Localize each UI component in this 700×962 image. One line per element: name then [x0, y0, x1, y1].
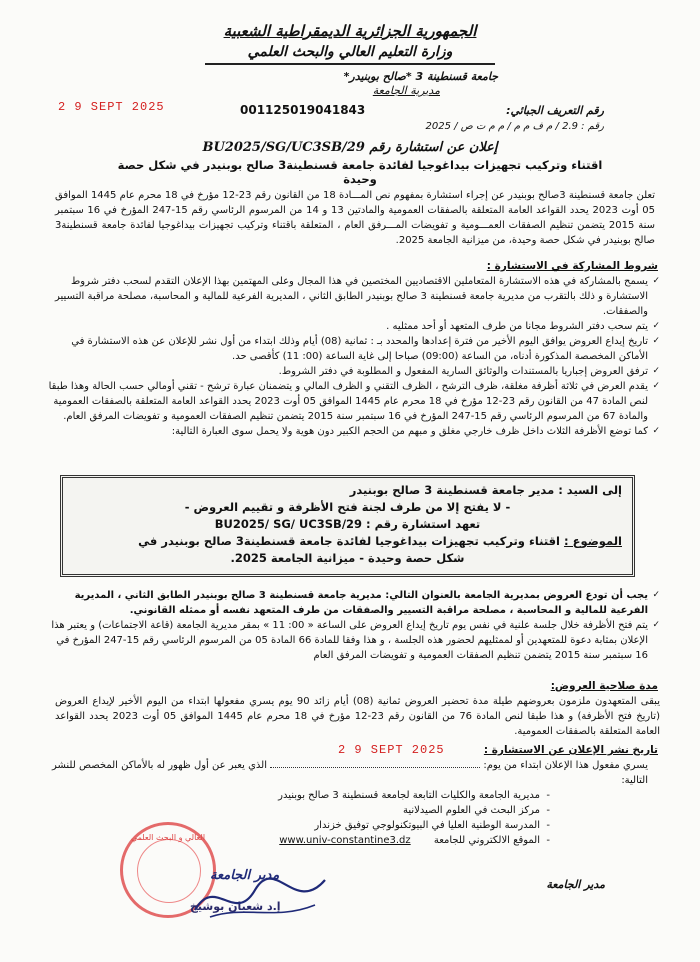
envelope-warning: - لا يفتح إلا من طرف لجنة فتح الأظرفة و تقييم العروض - — [184, 500, 511, 514]
document-reference: رقم : 2.9 / م ف م م / م م ت ص / 2025 — [425, 121, 604, 132]
envelope-addressee: إلى السيد : مدير جامعة قسنطينة 3 صالح بوبنيدر — [349, 483, 622, 497]
validity-paragraph: يبقى المتعهدون ملزمون بعروضهم طيلة مدة تحضير العروض ثمانية (08) أيام زائد 90 يوم يسري مفعولها ابتداء من اليوم الأخير لإيداع العروض (تاريخ فتح الأظرفة) و هذا طبقا لنص المادة 76 من القانون رقم 23-12 مؤرخ في 18 محرم عام 1445 الموافق 05 أوت 2023 يحدد القواعد العامة المتعلقة بالصفقات العمومية. — [55, 696, 660, 737]
republic-header: الجمهورية الجزائرية الديمقراطية الشعبية — [223, 22, 477, 40]
participation-heading: شروط المشاركة في الاستشارة : — [486, 260, 658, 272]
list-item: ✓ يجب أن تودع العروض بمديرية الجامعة بالعنوان التالي: مديرية جامعة قسنطينة 3 صالح بوبنيدر الطابق الثاني ، المديرية الفرعية للمالية و المحاسبة ، مصلحة مراقبة التسيير والصفقات من طرف المتعهد نفسه أو ممثله القانوني. — [42, 588, 660, 618]
envelope-subject-line — [73, 533, 622, 550]
envelope-subject-cont: شكل حصة وحيدة - ميزانية الجامعة 2025. — [230, 551, 465, 565]
participation-list — [42, 274, 660, 439]
list-item: ✓ يقدم العرض في ثلاثة أظرفة مغلقة، ظرف الترشح ، الظرف التقني و الظرف المالي و يتضمنان عبارة ترشح - تقني أومالي حسب الحالة وهذا طبقا لنص المادة 47 من القانون رقم 23-12 مؤرخ في 18 محرم عام 1445 الموافق 05 أوت 2023 يحدد القواعد العامة المتعلقة بالصفقات العمومية والمادة 67 من المرسوم الرئاسي رقم 15-247 المؤرخ في 16 سبتمبر سنة 2015 يتضمن تنظيم الصفقات العمومية و تفويضات المرفق العام. — [42, 379, 660, 424]
announcement-title-ar: إعلان عن استشارة رقم — [369, 140, 498, 155]
handwritten-name: إ.د شعبان بوشيخ — [190, 900, 281, 913]
list-item: - المدرسة الوطنية العليا في البيوتكنولوجي توفيق خزندار — [42, 818, 550, 833]
list-item: ✓ ترفق العروض إجباريا بالمستندات والوثائق السارية المفعول و المطلوبة في دفتر الشروط. — [42, 364, 660, 379]
envelope-subject-key: الموضوع : — [564, 534, 622, 548]
envelope-ref-line — [73, 516, 622, 533]
handwritten-role: مدير الجامعة — [210, 868, 280, 883]
list-item: ✓ يسمح بالمشاركة في هذه الاستشارة المتعاملين الاقتصاديين المختصين في هذا المجال وعلى المهتمين بهذا الإعلان التقدم لسحب دفتر شروط الاستشارة و ذلك بالتقرب من مديرية جامعة قسنطينة 3 صالح بوبنيدر الطابق الثاني ، المديرية الفرعية للمالية و المحاسبة، مصلحة مراقبة التسيير والصفقات. — [42, 274, 660, 319]
ministry-header: وزارة التعليم العالي والبحث العلمي — [247, 44, 453, 60]
publication-intro-tail: الذي يعبر عن أول ظهور له بالأماكن المخصص للنشر التالية: — [51, 760, 648, 786]
date-stamp-top: 2 9 SEPT 2025 — [58, 100, 165, 114]
envelope-ref-label: تعهد استشارة رقم : — [366, 517, 481, 531]
list-item: ✓ يتم فتح الأظرفة خلال جلسة علنية في نفس يوم تاريخ إيداع العروض على الساعة « 00: 11 » بمقر مديرية الجامعة (قاعة الاجتماعات) و يعتبر هذا الإعلان بمثابة دعوة للمتعهدين أو لممثليهم لحضور هذه الجلسة ، و هذا وفقا للمادة 66 المادة 05 من المرسوم الرئاسي رقم 15-247 المؤرخ في 16 سبتمبر سنة 2015 يتضمن تنظيم الصفقات العمومية و تفويضات المرفق العام — [42, 618, 660, 663]
announcement-title — [170, 140, 530, 155]
date-stamp-bottom: 2 9 SEPT 2025 — [338, 743, 445, 757]
envelope-label-box — [60, 475, 635, 577]
intro-paragraph: تعلن جامعة قسنطينة 3صالح بوبنيدر عن إجراء استشارة بمفهوم نص المـــادة 18 من القانون رقم 23-12 مؤرخ في 18 محرم عام 1445 الموافق 05 أوت 2023 يحدد القواعد العامة المتعلقة بالصفقات العمومية والمادتين 13 و 14 من المرسوم الرئاسي رقم 15-247 المؤرخ في 16 سبتمبر سنة 2015 يتضمن تنظيم الصفقات العمـــومية و تفويضات المـــرفق العام ، المتعلقة باقتناء وتركيب تجهيزات بيداغوجيا لفائدة جامعة قسنطينة3 صالح بوبنيدر في شكل حصة وحيدة، من ميزانية الجامعة 2025. — [55, 190, 656, 246]
announcement-ref: BU2025/SG/UC3SB/29 — [202, 140, 365, 155]
seal-text: العالي و البحث العلمي — [130, 833, 206, 842]
list-item — [42, 833, 550, 848]
deposit-list — [42, 588, 660, 663]
website-label: الموقع الالكتروني للجامعة — [433, 835, 540, 846]
envelope-subject: اقتناء وتركيب تجهيزات بيداغوجيا لفائدة جامعة قسنطينة3 صالح بوبنيدر في — [138, 534, 561, 548]
announcement-subject: اقتناء وتركيب تجهيزات بيداغوجيا لفائدة جامعة قسنطينة3 صالح بوبنيدر في شكل حصة وحيدة — [117, 158, 603, 186]
signatory-title: مدير الجامعة — [546, 878, 605, 891]
publication-date-blank — [270, 758, 480, 768]
list-item: ✓ يتم سحب دفتر الشروط مجانا من طرف المتعهد أو أحد ممثليه . — [42, 319, 660, 334]
tax-id-label: رقم التعريف الجبائي: — [506, 104, 604, 117]
validity-heading: مدة صلاحية العروض: — [550, 680, 658, 692]
website-link[interactable]: www.univ-constantine3.dz — [279, 835, 411, 846]
publication-intro-label: يسري مفعول هذا الإعلان ابتداء من يوم: — [483, 760, 648, 771]
envelope-ref: BU2025/ SG/ UC3SB/29 — [214, 517, 363, 531]
university-name: جامعة قسنطينة 3 *صالح بوبنيدر* — [343, 70, 498, 83]
directorate-name: مديرية الجامعة — [372, 84, 440, 97]
list-item: ✓ تاريخ إيداع العروض يوافق اليوم الأخير من فترة إعدادها والمحدد بـ : ثمانية (08) أيام وذلك ابتداء من أول نشر للإعلان عن هذه الاستشارة في الأماكن المخصصة المذكورة أدناه، من الساعة (09:00) صباحا إلى غاية الساعة (00: 11) كأقصى حد. — [42, 334, 660, 364]
list-item: ✓ كما توضع الأظرفة الثلاث داخل ظرف خارجي مغلق و مبهم من الحجم الكبير دون هوية ولا يحمل سوى العبارة التالية: — [42, 424, 660, 439]
publication-heading: تاريخ نشر الإعلان عن الاستشارة : — [483, 744, 658, 756]
list-item: - مديرية الجامعة والكليات التابعة لجامعة قسنطينة 3 صالح بوبنيدر — [42, 788, 550, 803]
signature-icon — [185, 855, 335, 935]
header-divider — [205, 63, 495, 65]
tax-id-number: 001125019041843 — [240, 103, 366, 117]
list-item: - مركز البحث في العلوم الصيدلانية — [42, 803, 550, 818]
publication-intro — [42, 758, 660, 788]
